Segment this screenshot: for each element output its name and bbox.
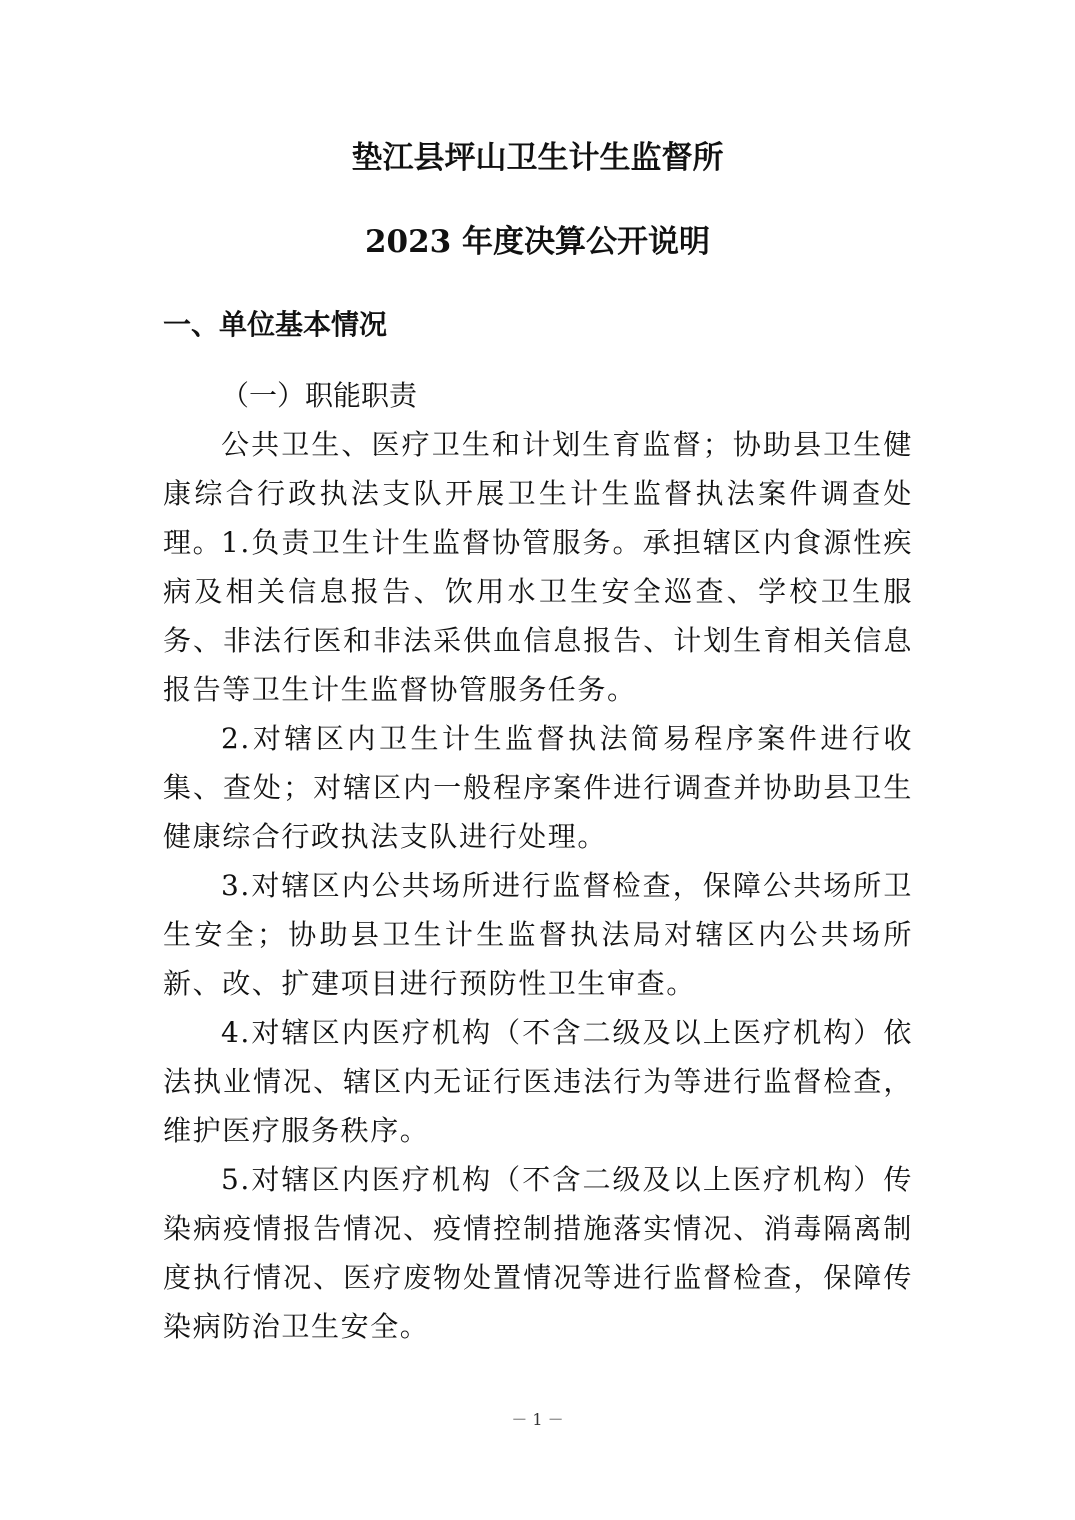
document-title-line2: 2023 年度决算公开说明	[364, 224, 711, 260]
paragraph-item-5: 5.对辖区内医疗机构（不含二级及以上医疗机构）传染病疫情报告情况、疫情控制措施落实情况、消毒隔离制度执行情况、医疗废物处置情况等进行监督检查，保障传染病防治卫生安全。	[163, 1163, 913, 1343]
paragraph-item-1: 1.负责卫生计生监督协管服务。承担辖区内食源性疾病及相关信息报告、饮用水卫生安全巡查、学校卫生服务、非法行医和非法采供血信息报告、计划生育相关信息报告等卫生计生监督协管服务任务。	[163, 526, 913, 706]
paragraph-item-4: 4.对辖区内医疗机构（不含二级及以上医疗机构）依法执业情况、辖区内无证行医违法行为等进行监督检查，维护医疗服务秩序。	[163, 1016, 913, 1147]
paragraph-functions-summary: 公共卫生、医疗卫生和计划生育监督；协助县卫生健康综合行政执法支队开展卫生计生监督执法案件调查处理。	[163, 428, 913, 559]
paragraph-item-2: 2.对辖区内卫生计生监督执法简易程序案件进行收集、查处；对辖区内一般程序案件进行调查并协助县卫生健康综合行政执法支队进行处理。	[163, 722, 913, 853]
subsection-heading: （一）职能职责	[221, 379, 418, 412]
document-title-line1: 垫江县坪山卫生计生监督所	[351, 140, 724, 176]
section-heading: 一、单位基本情况	[163, 308, 388, 341]
paragraph-item-3: 3.对辖区内公共场所进行监督检查，保障公共场所卫生安全；协助县卫生计生监督执法局对辖区内公共场所新、改、扩建项目进行预防性卫生审查。	[163, 869, 913, 1000]
page-number: － 1 －	[511, 1410, 564, 1429]
